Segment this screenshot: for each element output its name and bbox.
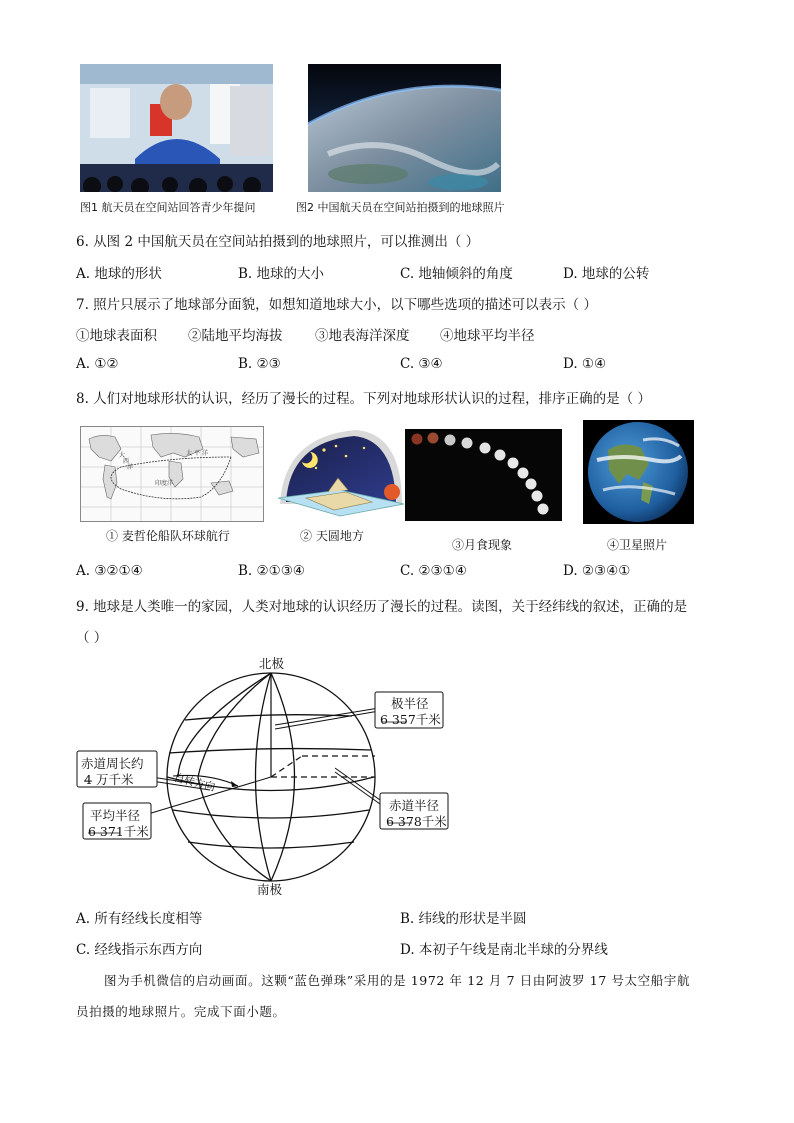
q9-stem-line2: （ ）	[76, 630, 108, 646]
equator-circumference-number: 4	[84, 772, 92, 787]
q7-item-4: ④地球平均半径	[440, 328, 535, 344]
equator-circumference-label: 赤道周长约	[81, 756, 144, 771]
mean-radius-number: 6 371	[88, 824, 124, 839]
q8-option-c[interactable]: C. ②③①④	[400, 563, 467, 579]
q9-option-c[interactable]: C. 经线指示东西方向	[76, 942, 203, 958]
q7-stem: 7. 照片只展示了地球部分面貌，如想知道地球大小，以下哪些选项的描述可以表示（ ）	[76, 297, 597, 313]
q6-option-b[interactable]: B. 地球的大小	[238, 266, 325, 282]
map-label-da: 大	[119, 452, 126, 459]
q8-caption-4: ④卫星照片	[607, 538, 668, 552]
q6-option-d[interactable]: D. 地球的公转	[563, 266, 650, 282]
q7-option-a[interactable]: A. ①②	[76, 356, 119, 372]
map-label-tai: 太	[186, 450, 193, 457]
earth-from-station-photo	[308, 64, 501, 192]
q6-option-a[interactable]: A. 地球的形状	[76, 266, 162, 282]
lunar-eclipse-photo	[405, 429, 562, 521]
polar-radius-value	[380, 710, 441, 728]
q6-stem: 6. 从图 2 中国航天员在空间站拍摄到的地球照片，可以推测出（ ）	[76, 234, 480, 250]
map-label-indian: 印度洋	[155, 480, 174, 487]
equator-circumference-unit: 万千米	[95, 772, 134, 787]
q9-option-a[interactable]: A. 所有经线长度相等	[76, 911, 203, 927]
equator-radius-number: 6 378	[386, 814, 422, 829]
south-pole-label: 南极	[257, 882, 283, 897]
fig2-caption: 图2 中国航天员在空间站拍摄到的地球照片	[296, 201, 505, 214]
equator-circumference-value	[84, 770, 133, 788]
mean-radius-label: 平均半径	[90, 808, 141, 823]
passage-line-1: 图为手机微信的启动画面。这颗“蓝色弹珠”采用的是 1972 年 12 月 7 日由阿波罗 17 号太空船宇航	[104, 973, 691, 988]
mean-radius-value	[88, 822, 149, 840]
map-label-xi: 西	[123, 458, 130, 465]
q7-item-2: ②陆地平均海拔	[188, 328, 283, 344]
q6-option-c[interactable]: C. 地轴倾斜的角度	[400, 266, 513, 282]
q9-option-d[interactable]: D. 本初子午线是南北半球的分界线	[400, 942, 608, 958]
satellite-earth-photo	[583, 420, 694, 524]
q8-caption-2: ② 天圆地方	[300, 529, 364, 543]
q8-caption-1: ① 麦哲伦船队环球航行	[106, 529, 230, 543]
q7-option-b[interactable]: B. ②③	[238, 356, 281, 372]
q8-stem: 8. 人们对地球形状的认识，经历了漫长的过程。下列对地球形状认识的过程，排序正确的是（ ）	[76, 391, 651, 407]
round-sky-square-earth-image	[276, 426, 406, 522]
q9-stem-line1: 9. 地球是人类唯一的家园，人类对地球的认识经历了漫长的过程。读图，关于经纬线的叙述，正确的是	[76, 599, 688, 615]
q7-item-1: ①地球表面积	[76, 328, 157, 344]
q8-option-a[interactable]: A. ③②①④	[76, 563, 143, 579]
passage-line-2: 员拍摄的地球照片。完成下面小题。	[76, 1004, 286, 1019]
q8-option-b[interactable]: B. ②①③④	[238, 563, 305, 579]
mean-radius-unit: 千米	[123, 824, 149, 839]
equator-radius-value	[386, 812, 447, 830]
q8-caption-3: ③月食现象	[452, 538, 513, 552]
north-pole-label: 北极	[259, 656, 285, 671]
polar-radius-label: 极半径	[391, 696, 429, 711]
polar-radius-number: 6 357	[380, 712, 416, 727]
q7-option-c[interactable]: C. ③④	[400, 356, 443, 372]
q7-item-3: ③地表海洋深度	[315, 328, 410, 344]
astronaut-video-photo	[80, 64, 273, 192]
map-label-yang: 洋	[202, 450, 209, 457]
magellan-voyage-map	[80, 426, 264, 522]
map-label-yang2: 洋	[127, 464, 134, 471]
polar-radius-unit: 千米	[415, 712, 441, 727]
equator-radius-unit: 千米	[421, 814, 447, 829]
fig1-caption: 图1 航天员在空间站回答青少年提问	[80, 201, 256, 214]
q7-option-d[interactable]: D. ①④	[563, 356, 607, 372]
q9-option-b[interactable]: B. 纬线的形状是半圆	[400, 911, 527, 927]
map-label-ping: 平	[194, 450, 201, 457]
q8-option-d[interactable]: D. ②③④①	[563, 563, 631, 579]
equator-radius-label: 赤道半径	[389, 798, 440, 813]
rotation-direction-label: 自转方向	[172, 771, 217, 794]
